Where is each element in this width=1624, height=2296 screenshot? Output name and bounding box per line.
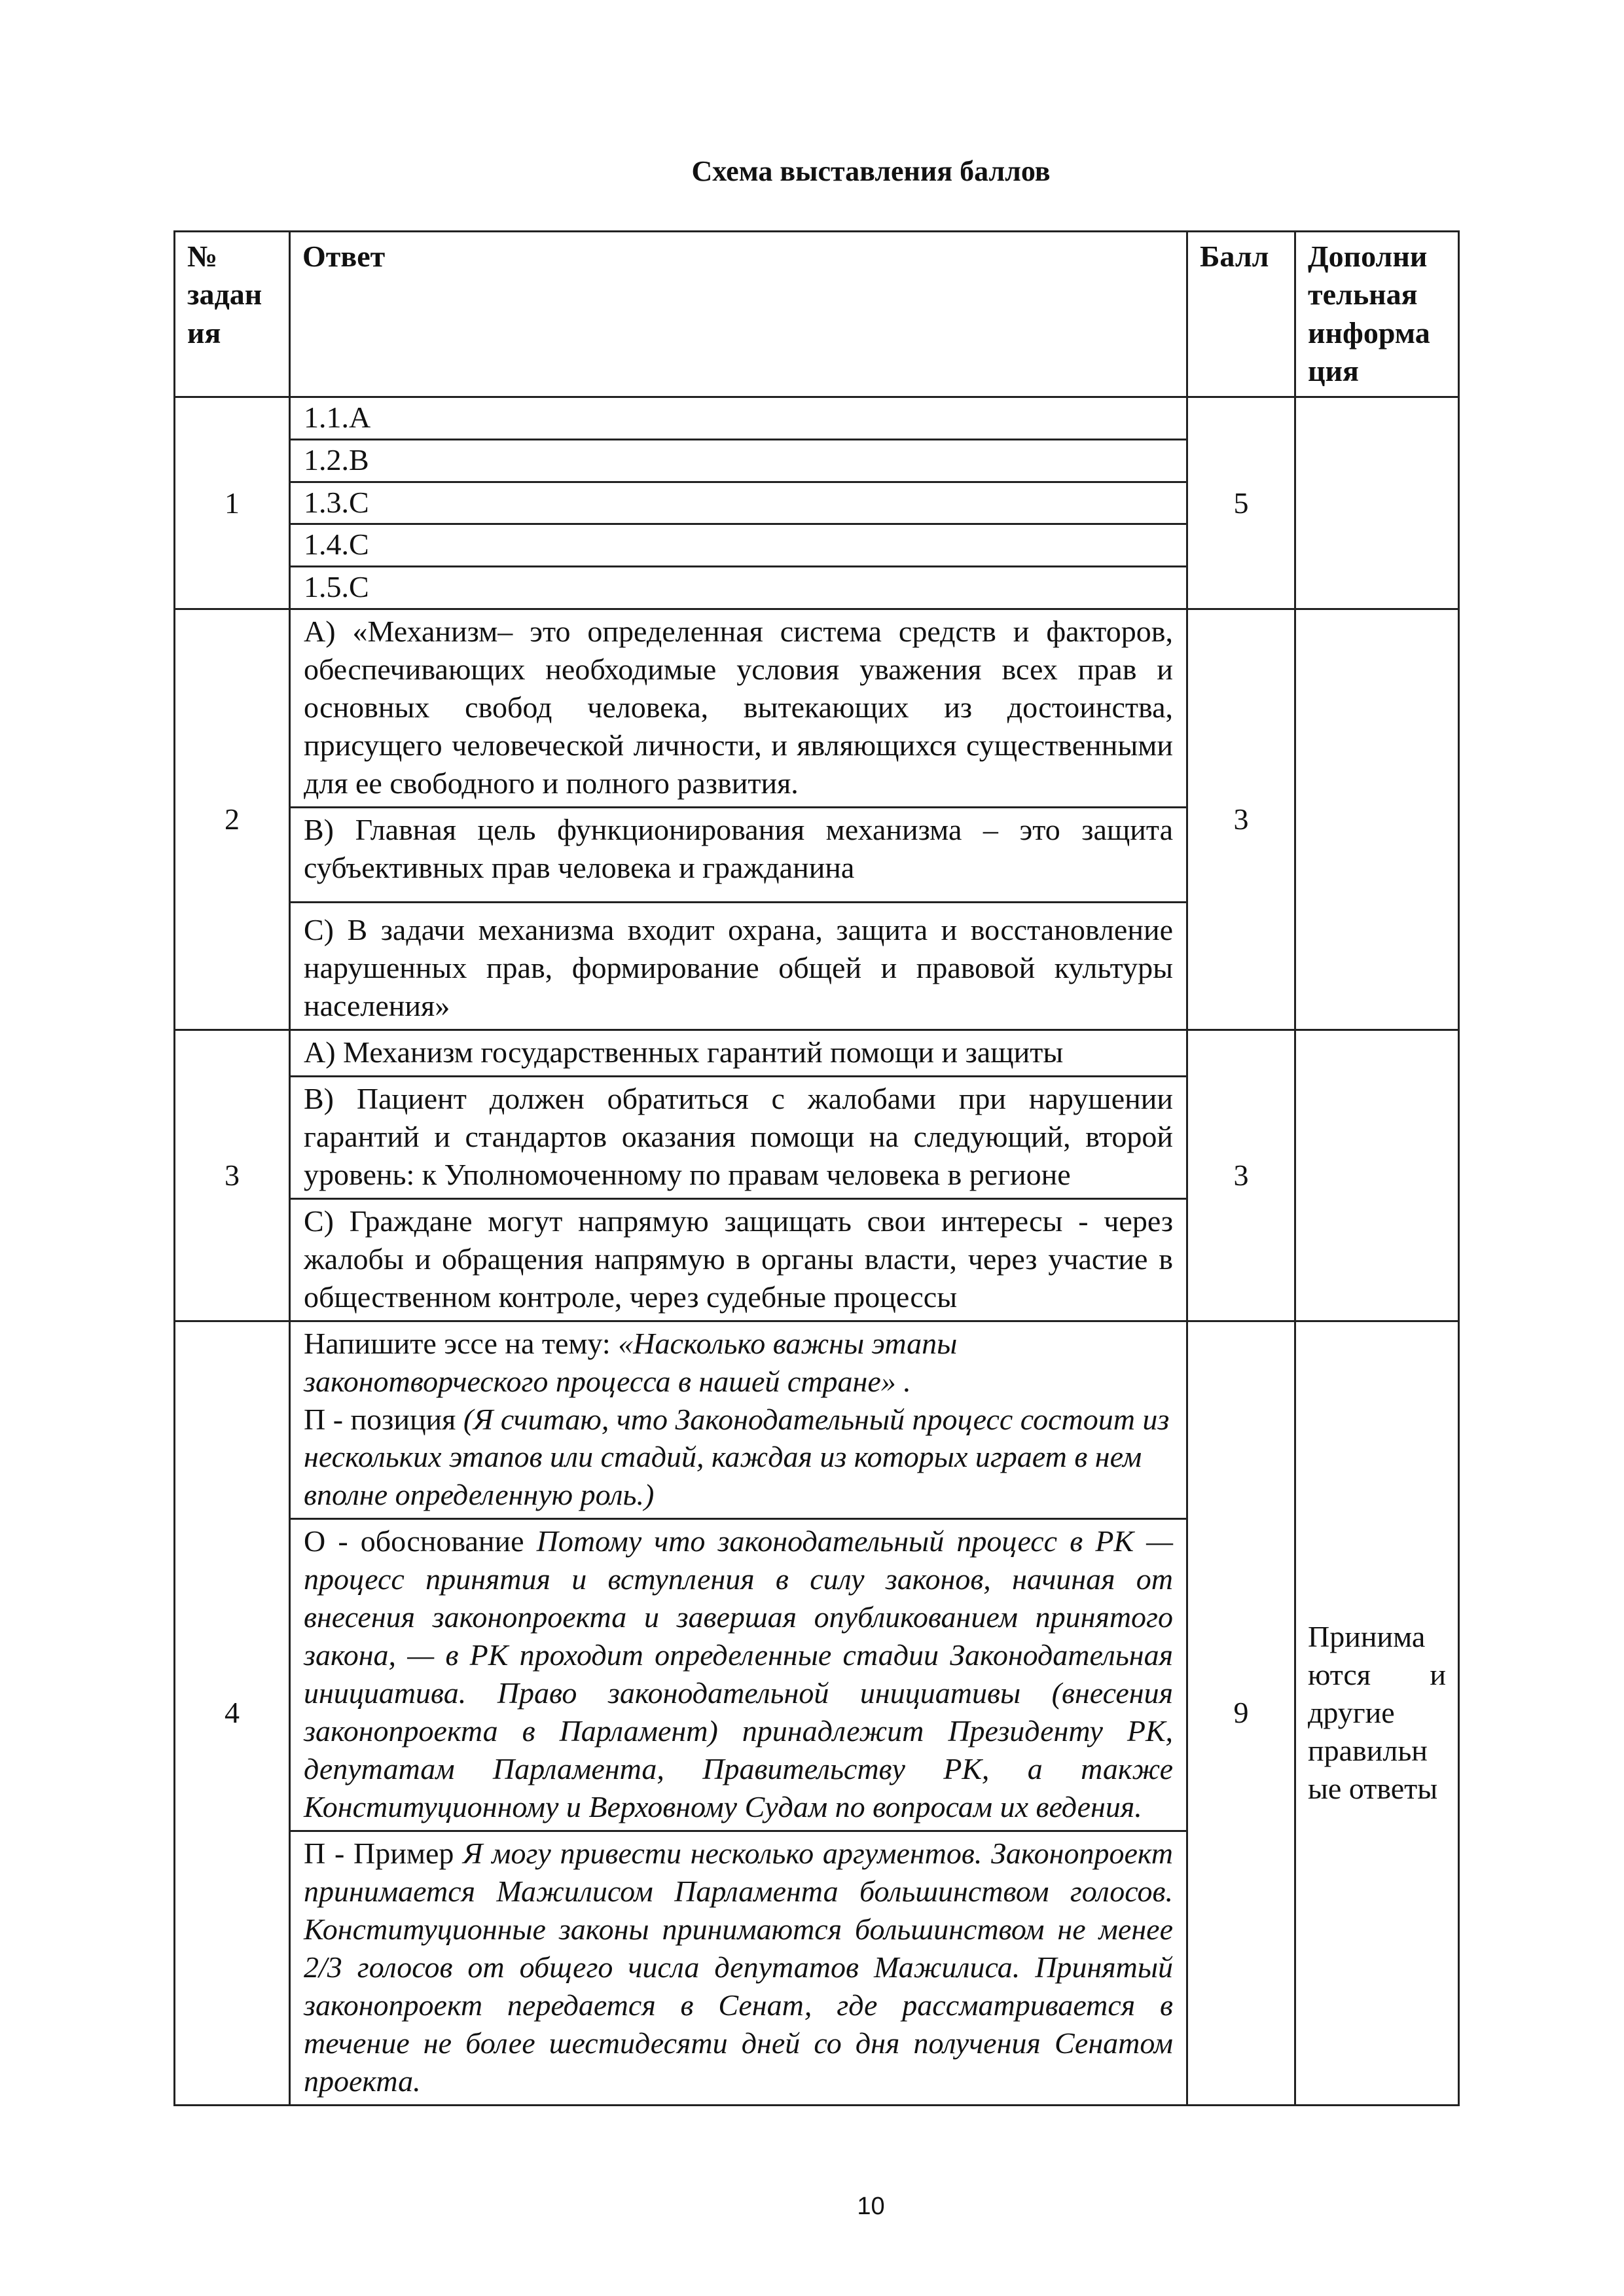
- page-number: 10: [857, 2193, 885, 2220]
- answer-part: А) «Механизм– это определенная система средств и факторов, обеспечивающих необходимые условия уважения всех прав и основных свобод человека, вытекающих из достоинства, присущего человеческой личности, и являющихся существенными для ее свободного и полного развития.: [291, 610, 1186, 808]
- answer-part: 1.3.С: [291, 483, 1186, 526]
- answer-cell: [290, 1321, 1187, 2105]
- answer-cell: [290, 1030, 1187, 1321]
- example-text: Я могу привести несколько аргументов. Законопроект принимается Мажилисом Парламента большинством голосов. Конституционные законы принимаются большинством не менее 2/3 голосов от общего числа депутатов Мажилиса. Принятый законопроект передается в Сенат, где рассматривается в течение не более шестидесяти дней со дня получения Сенатом проекта.: [304, 1836, 1174, 2098]
- header-row: [175, 232, 1459, 397]
- position-text: (Я считаю, что Законодательный процесс состоит из нескольких этапов или стадий, каждая из которых играет в нем вполне определенную роль.): [304, 1402, 1170, 1512]
- header-num: № задан ия: [175, 232, 290, 397]
- points-cell: 3: [1187, 609, 1295, 1030]
- table-row: [175, 1321, 1459, 2105]
- task-number: 2: [175, 609, 290, 1030]
- answer-part: 1.5.С: [304, 570, 369, 604]
- reasoning-text: Потому что законодательный процесс в РК — процесс принятия и вступления в силу законов, начиная от внесения законопроекта и завершая опубликованием принятого закона, — в РК проходит определенные стадии Законодательная инициатива. Право законодательной инициативы (внесения законопроекта в Парламент) принадлежит Президенту РК, депутатам Парламента, Правительству РК, а также Конституционному и Верховному Судам по вопросам их ведения.: [304, 1524, 1173, 1824]
- task-number: 4: [175, 1321, 290, 2105]
- answer-part: 1.2.В: [291, 440, 1186, 483]
- answer-cell: [290, 397, 1187, 609]
- position-label: П - позиция: [304, 1402, 463, 1436]
- points-cell: 9: [1187, 1321, 1295, 2105]
- answer-part: В) Главная цель функционирования механизма – это защита субъективных прав человека и гражданина: [291, 808, 1186, 903]
- answer-part: С) Граждане могут напрямую защищать свои интересы - через жалобы и обращения напрямую в органы власти, через участие в общественном контроле, через судебные процессы: [304, 1204, 1173, 1314]
- info-cell: [1295, 1030, 1459, 1321]
- header-answer: Ответ: [290, 232, 1187, 397]
- reasoning-label: О - обоснование: [304, 1524, 537, 1558]
- answer-part: 1.1.А: [291, 398, 1186, 440]
- task-number: 1: [175, 397, 290, 609]
- answer-part: А) Механизм государственных гарантий помощи и защиты: [291, 1031, 1186, 1077]
- essay-prompt: Напишите эссе на тему:: [304, 1326, 619, 1360]
- score-table: [173, 230, 1460, 2106]
- points-cell: 3: [1187, 1030, 1295, 1321]
- table-row: [175, 609, 1459, 1030]
- answer-part: [291, 1520, 1186, 1832]
- header-points: Балл: [1187, 232, 1295, 397]
- answer-part: 1.4.С: [291, 525, 1186, 567]
- answer-part: [291, 1832, 1186, 2104]
- answer-part: В) Пациент должен обратиться с жалобами при нарушении гарантий и стандартов оказания помощи на следующий, второй уровень: к Уполномоченному по правам человека в регионе: [291, 1077, 1186, 1200]
- answer-part: [291, 1322, 1186, 1520]
- answer-cell: [290, 609, 1187, 1030]
- answer-part: С) В задачи механизма входит охрана, защита и восстановление нарушенных прав, формирование общей и правовой культуры населения»: [304, 913, 1173, 1022]
- essay-topic: «Насколько важны этапы законотворческого процесса в нашей стране» .: [304, 1326, 958, 1398]
- example-label: П - Пример: [304, 1836, 463, 1870]
- points-cell: 5: [1187, 397, 1295, 609]
- info-cell: [1295, 397, 1459, 609]
- info-cell: Принима ются и другие правильн ые ответы: [1295, 1321, 1459, 2105]
- info-cell: [1295, 609, 1459, 1030]
- task-number: 3: [175, 1030, 290, 1321]
- table-row: [175, 397, 1459, 609]
- header-info: Дополни тельная информа ция: [1295, 232, 1459, 397]
- page-title: Схема выставления баллов: [691, 155, 1051, 187]
- table-row: [175, 1030, 1459, 1321]
